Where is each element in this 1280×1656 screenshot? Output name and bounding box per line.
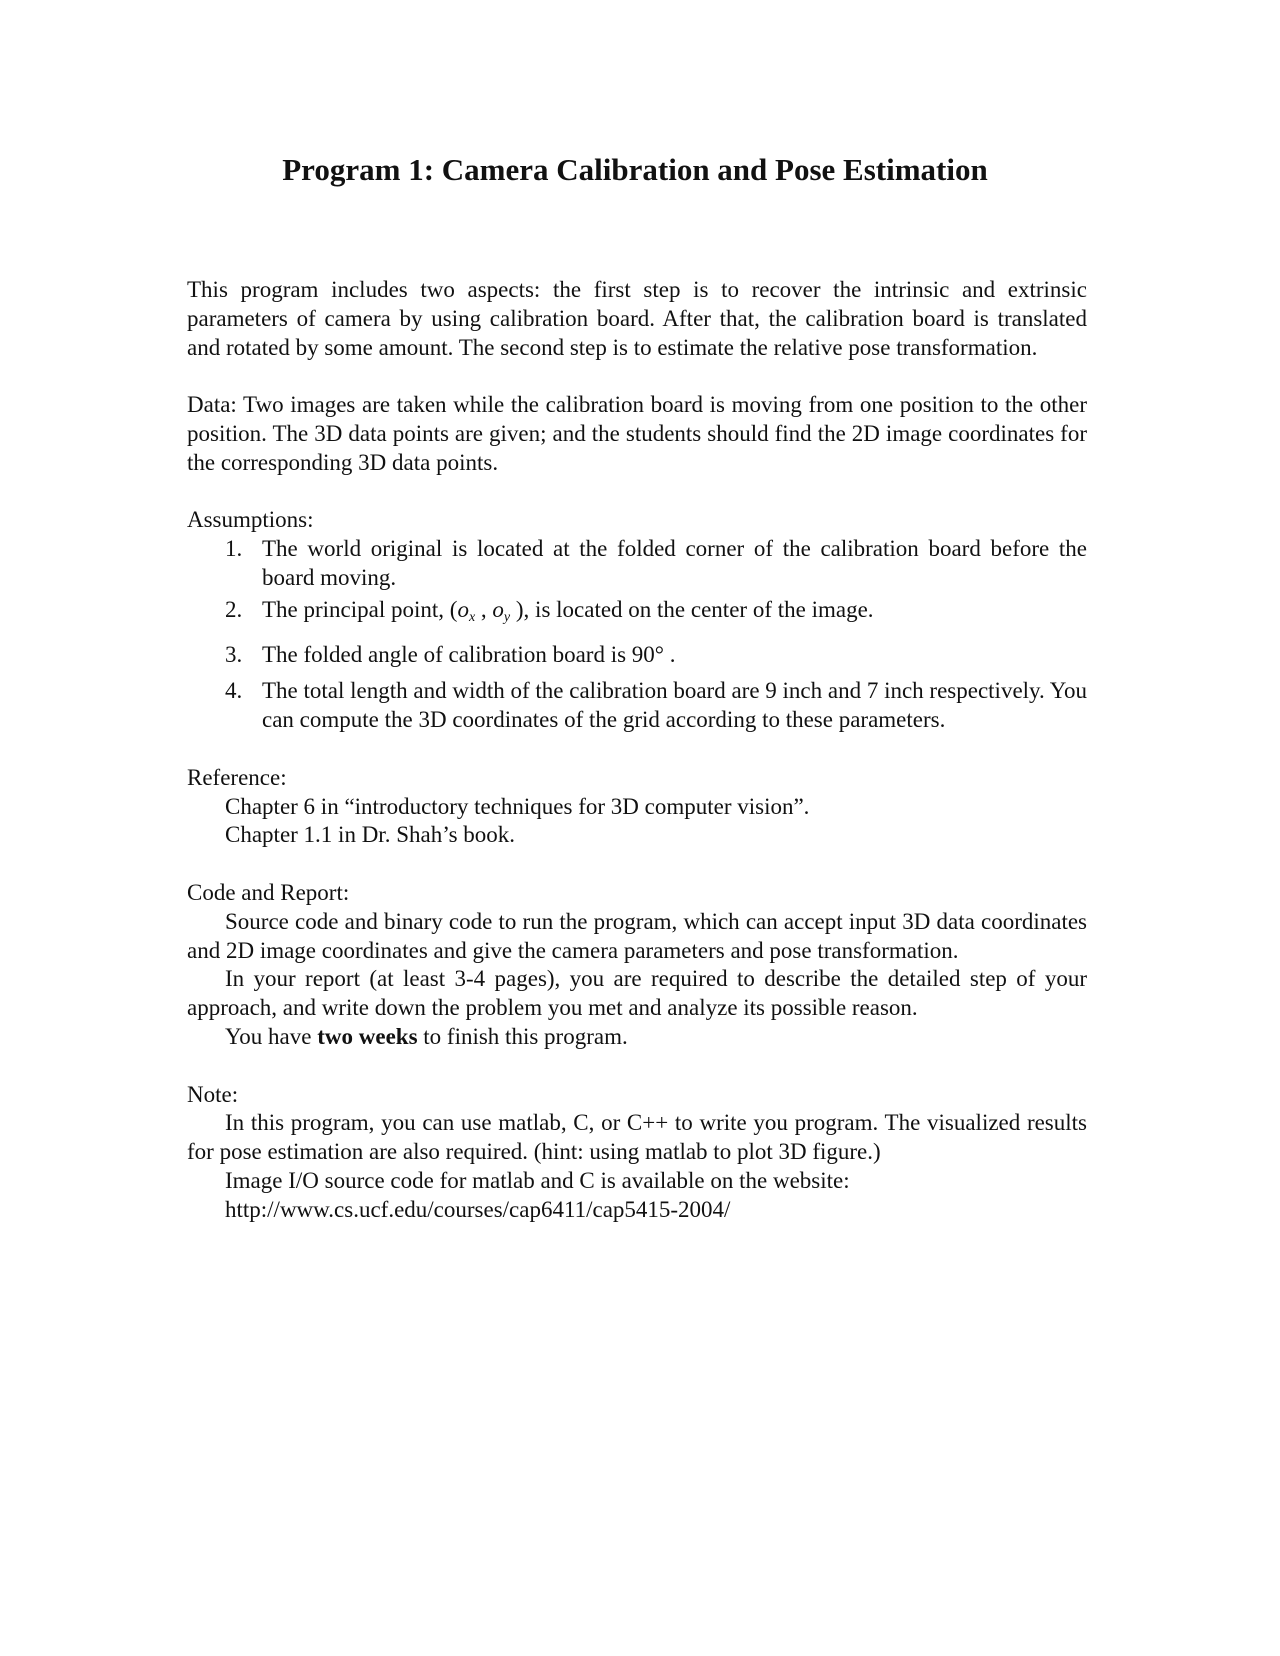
list-item-number: 1. [225,536,243,562]
reference-line: Chapter 6 in “introductory techniques for 3D computer vision”. [225,793,810,819]
code-report-paragraph: Source code and binary code to run the program, which can accept input 3D data coordinates and 2D image coordinates and give the camera parameters and pose transformation. [187,908,1087,963]
list-item [187,677,1087,735]
reference-heading: Reference: [187,764,287,790]
website-url: http://www.cs.ucf.edu/courses/cap6411/cap5415-2004/ [225,1196,731,1222]
note-heading: Note: [187,1081,239,1107]
list-item-text: The total length and width of the calibration board are 9 inch and 7 inch respectively. You can compute the 3D coordinates of the grid according to these parameters. [262,678,1088,733]
intro-paragraph: This program includes two aspects: the first step is to recover the intrinsic and extrinsic parameters of camera by using calibration board. After that, the calibration board is translated and rotated by some amount. The second step is to estimate the relative pose transformation. [187,277,1087,360]
list-item-text-before: The principal point, ( [262,596,458,622]
list-item [187,535,1087,593]
list-item-number: 2. [225,596,243,622]
deadline-text-after: to finish this program. [417,1023,628,1049]
code-report-heading: Code and Report: [187,879,350,905]
note-paragraph: In this program, you can use matlab, C, or C++ to write you program. The visualized results for pose estimation are also required. (hint: using matlab to plot 3D figure.) [187,1110,1087,1165]
document-title: Program 1: Camera Calibration and Pose Estimation [282,152,988,187]
deadline-paragraph [187,1023,1087,1052]
document-body [187,276,1087,1225]
ox-symbol: o [457,596,469,622]
note-line: Image I/O source code for matlab and C is available on the website: [225,1167,850,1193]
assumptions-list [187,535,1087,735]
list-item [187,596,1087,633]
symbol-separator: , [475,596,493,622]
list-item-number: 4. [225,678,243,704]
oy-subscript: y [503,609,511,625]
oy-symbol: o [492,596,504,622]
assumptions-heading: Assumptions: [187,507,314,533]
ox-subscript: x [468,609,476,625]
list-item-number: 3. [225,641,243,667]
list-item [187,641,1087,670]
list-item-text: The world original is located at the folded corner of the calibration board before the board moving. [262,536,1087,590]
deadline-text-before: You have [225,1023,318,1049]
deadline-emphasis: two weeks [317,1023,418,1049]
reference-line: Chapter 1.1 in Dr. Shah’s book. [225,822,516,848]
code-report-paragraph: In your report (at least 3-4 pages), you are required to describe the detailed step of your approach, and write down the problem you met and analyze its possible reason. [187,966,1087,1021]
list-item-text: The folded angle of calibration board is 90° . [262,641,676,667]
data-paragraph: Data: Two images are taken while the calibration board is moving from one position to the other position. The 3D data points are given; and the students should find the 2D image coordinates for the corresponding 3D data points. [187,392,1087,475]
list-item-text-after: ), is located on the center of the image. [510,596,874,622]
